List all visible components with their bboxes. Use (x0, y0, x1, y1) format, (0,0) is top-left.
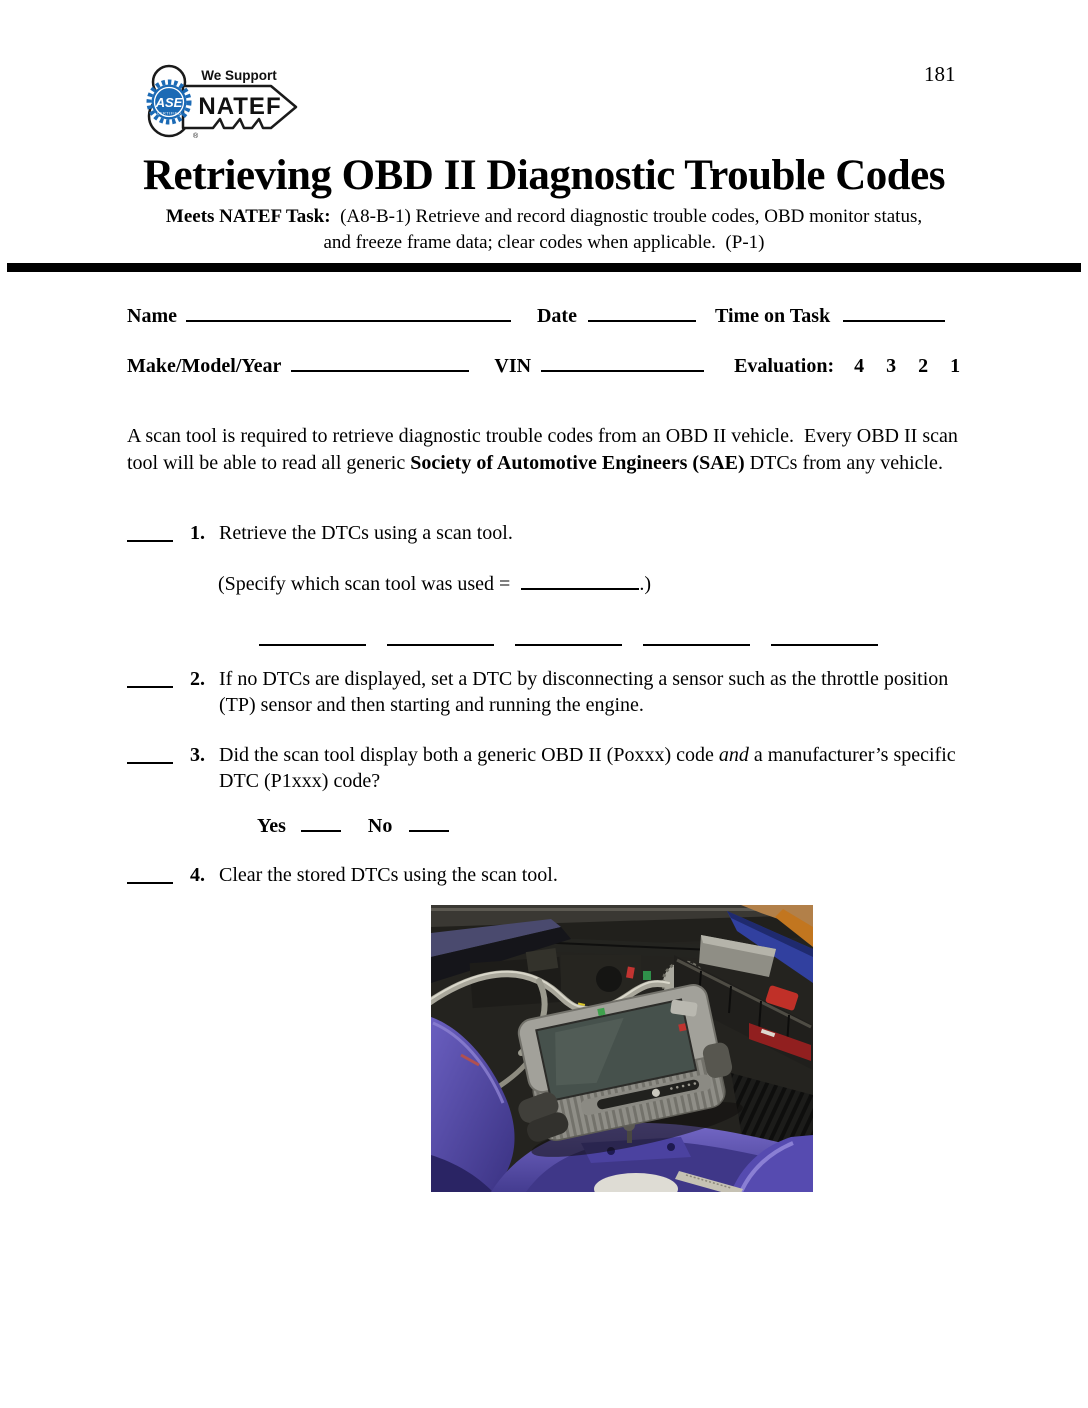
time-on-task-blank-line (843, 302, 945, 322)
natef-ase-logo (133, 56, 305, 142)
task-2-check-blank (127, 668, 173, 688)
make-model-year-label: Make/Model/Year (127, 355, 282, 377)
scan-tool-green-button (597, 1008, 605, 1016)
dtc-blank-5 (771, 626, 878, 646)
task-3-text (219, 742, 957, 794)
intro-text-2: DTCs from any vehicle. (744, 452, 943, 474)
evaluation-score-1: 1 (950, 355, 961, 377)
header-divider-rule (7, 263, 1081, 272)
task-item-2 (127, 666, 957, 718)
make-model-year-blank-line (291, 352, 469, 372)
task-3-number: 3. (190, 744, 205, 766)
page-number: 181 (924, 62, 956, 86)
form-row-vehicle-evaluation (127, 352, 960, 378)
registered-mark: ® (193, 133, 199, 140)
dtc-blank-4 (643, 626, 750, 646)
specify-scan-tool-line (218, 570, 651, 596)
yes-blank-line (301, 812, 341, 832)
task-text-line2: and freeze frame data; clear codes when applicable. (P-1) (323, 232, 765, 253)
evaluation-score-4: 4 (854, 355, 865, 377)
specify-suffix: .) (639, 573, 651, 595)
dtc-blank-1 (259, 626, 366, 646)
scan-tool-red-button (678, 1023, 686, 1031)
date-blank-line (588, 302, 696, 322)
evaluation-score-2: 2 (918, 355, 929, 377)
task-1-check-blank (127, 522, 173, 542)
evaluation-label: Evaluation: (734, 355, 835, 377)
task-3-text-part1: Did the scan tool display both a generic OBD II (Poxxx) code (219, 744, 719, 766)
intro-paragraph (127, 423, 963, 477)
natef-task-subtitle (0, 204, 1088, 256)
name-blank-line (186, 302, 511, 322)
time-on-task-label: Time on Task (714, 305, 831, 327)
task-text-line1: (A8-B-1) Retrieve and record diagnostic trouble codes, OBD monitor status, (340, 206, 923, 227)
task-3-text-part2: a manufacturer’s specific DTC (P1xxx) code? (219, 744, 956, 792)
dtc-blank-3 (515, 626, 622, 646)
task-label: Meets NATEF Task: (165, 206, 331, 227)
evaluation-score-3: 3 (886, 355, 897, 377)
form-row-name-date-time (127, 302, 945, 328)
vin-label: VIN (494, 355, 532, 377)
page-title: Retrieving OBD II Diagnostic Trouble Codes (142, 152, 945, 199)
ase-badge-text: ASE (155, 95, 183, 110)
vin-blank-line (541, 352, 704, 372)
date-label: Date (536, 305, 577, 327)
yes-no-answer-line (257, 812, 449, 838)
dtc-blank-2 (387, 626, 494, 646)
task-2-number: 2. (190, 668, 205, 690)
task-2-text: If no DTCs are displayed, set a DTC by disconnecting a sensor such as the throttle position (TP) sensor and then starting and running the engine. (219, 668, 949, 716)
task-1-number: 1. (190, 522, 205, 544)
engine-bay-photo (431, 905, 813, 1192)
ase-badge-subtext: CERTIFIED (156, 111, 182, 116)
no-blank-line (409, 812, 449, 832)
logo-org-text: NATEF (198, 93, 282, 120)
dtc-answer-blanks-row (259, 626, 878, 651)
no-label: No (367, 815, 393, 837)
specify-prefix: (Specify which scan tool was used = (218, 573, 511, 595)
task-3-check-blank (127, 744, 173, 764)
task-3-text-italic: and (718, 744, 749, 766)
task-item-3 (127, 742, 957, 794)
logo-support-text: We Support (201, 68, 277, 83)
task-4-number: 4. (190, 864, 205, 886)
name-label: Name (127, 305, 177, 327)
green-connector-tag (643, 971, 651, 980)
task-4-check-blank (127, 864, 173, 884)
task-item-4 (127, 862, 957, 888)
task-1-text: Retrieve the DTCs using a scan tool. (219, 522, 513, 544)
intro-text-1: A scan tool is required to retrieve diagnostic trouble codes from an OBD II vehicle. Every OBD II scan tool will be able to read all generic (127, 425, 958, 474)
task-4-text: Clear the stored DTCs using the scan tool. (219, 864, 558, 886)
specify-blank-line (521, 570, 639, 590)
task-item-1 (127, 520, 957, 546)
yes-label: Yes (257, 815, 286, 837)
intro-bold-text: Society of Automotive Engineers (SAE) (410, 452, 745, 474)
